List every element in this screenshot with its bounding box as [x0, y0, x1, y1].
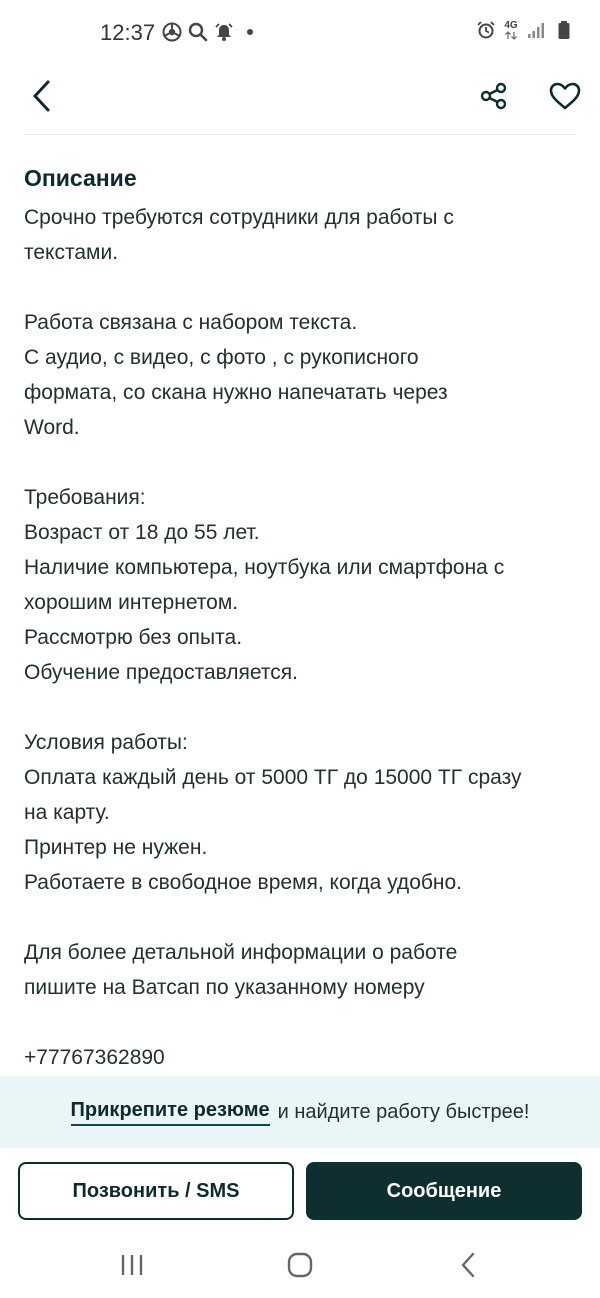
description-line: Word.: [24, 416, 80, 439]
description-blank-line: [24, 1005, 576, 1040]
heart-icon: [548, 81, 582, 111]
status-bar: [0, 0, 600, 66]
recent-apps-icon: [119, 1253, 145, 1277]
description-blank-line: [24, 690, 576, 725]
description-line: Работаете в свободное время, когда удобно.: [24, 871, 463, 894]
description-line: Требования:: [24, 486, 146, 509]
back-button[interactable]: [22, 76, 62, 116]
description-line: Рассмотрю без опыта.: [24, 626, 243, 649]
description-section: [24, 160, 576, 1075]
description-line: +77767362890: [24, 1046, 165, 1069]
app-bar: [0, 66, 600, 134]
system-back-button[interactable]: [450, 1250, 486, 1280]
resume-banner: [0, 1076, 600, 1148]
battery-icon: [554, 20, 574, 40]
status-time: 12:37: [100, 20, 156, 45]
description-line: Срочно требуются сотрудники для работы с: [24, 206, 454, 229]
status-right-icons: [476, 20, 574, 40]
description-blank-line: [24, 445, 576, 480]
status-left-icons: [162, 22, 260, 42]
description-body: [24, 200, 576, 1075]
network-4g-icon: 4G: [504, 21, 518, 40]
recent-apps-button[interactable]: [114, 1250, 150, 1280]
resume-banner-text: и найдите работу быстрее!: [277, 1100, 530, 1123]
description-title: Описание: [24, 165, 137, 191]
favorite-button[interactable]: [545, 76, 585, 116]
description-blank-line: [24, 270, 576, 305]
description-line: пишите на Ватсап по указанному номеру: [24, 976, 425, 999]
search-icon: [188, 22, 208, 42]
home-icon: [286, 1251, 314, 1279]
description-line: Возраст от 18 до 55 лет.: [24, 521, 260, 544]
action-bar: [0, 1148, 600, 1234]
system-back-icon: [458, 1251, 478, 1279]
alarm-icon: [476, 20, 496, 40]
description-line: Работа связана с набором текста.: [24, 311, 358, 334]
signal-icon: [526, 20, 546, 40]
description-line: Для более детальной информации о работе: [24, 941, 458, 964]
message-button[interactable]: Сообщение: [306, 1162, 582, 1220]
home-button[interactable]: [282, 1250, 318, 1280]
description-line: на карту.: [24, 801, 110, 824]
description-line: С аудио, с видео, с фото , с рукописного: [24, 346, 419, 369]
system-nav-bar: [0, 1234, 600, 1298]
back-arrow-icon: [30, 79, 54, 113]
share-icon: [479, 81, 509, 111]
description-line: хорошим интернетом.: [24, 591, 239, 614]
alarm-notification-icon: [214, 22, 234, 42]
description-line: Условия работы:: [24, 731, 188, 754]
description-blank-line: [24, 900, 576, 935]
header-divider: [24, 134, 576, 135]
description-line: Наличие компьютера, ноутбука или смартфона с: [24, 556, 505, 579]
share-button[interactable]: [474, 76, 514, 116]
description-line: Оплата каждый день от 5000 ТГ до 15000 ТГ сразу: [24, 766, 522, 789]
description-line: Обучение предоставляется.: [24, 661, 298, 684]
attach-resume-link[interactable]: Прикрепите резюме: [71, 1099, 270, 1126]
description-line: формата, со скана нужно напечатать через: [24, 381, 448, 404]
chrome-icon: [162, 22, 182, 42]
dot-icon: [240, 22, 260, 42]
description-line: текстами.: [24, 241, 119, 264]
call-sms-button[interactable]: Позвонить / SMS: [18, 1162, 294, 1220]
description-line: Принтер не нужен.: [24, 836, 208, 859]
